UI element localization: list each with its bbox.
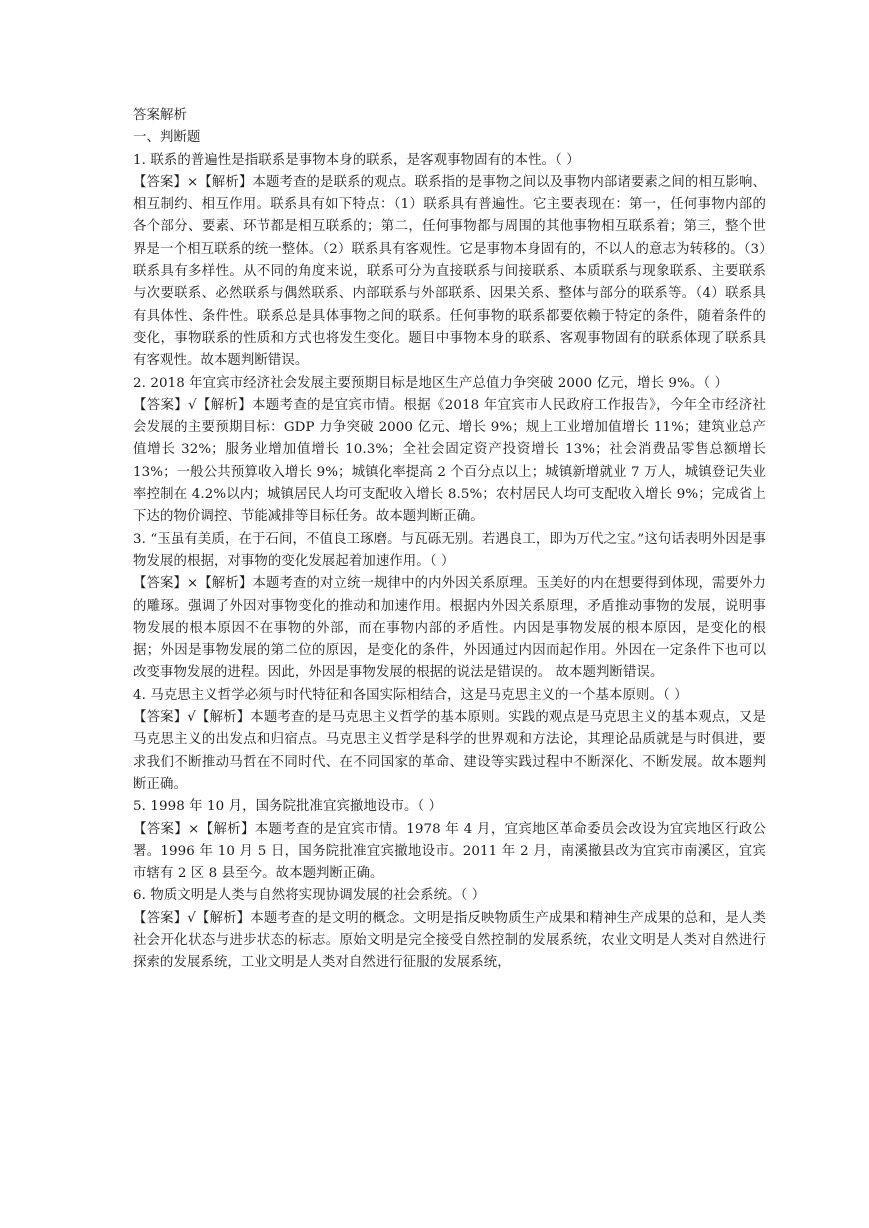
section-heading: 一、判断题 <box>133 130 201 146</box>
question-5: 5. 1998 年 10 月，国务院批准宜宾撤地设市。（ ） <box>133 799 443 815</box>
question-3: 3. “玉虽有美质，在于石间，不值良工琢磨。与瓦砾无别。若遇良工，即为万代之宝。”这句话表明外因是事物发展的根据，对事物的变化发展起着加速作用。（ ） <box>133 531 766 569</box>
question-1: 1. 联系的普遍性是指联系是事物本身的联系，是客观事物固有的本性。（ ） <box>133 152 580 168</box>
answer-document <box>133 105 766 975</box>
answer-4: 【答案】√【解析】本题考查的是马克思主义哲学的基本原则。实践的观点是马克思主义的基本观点，又是马克思主义的出发点和归宿点。马克思主义哲学是科学的世界观和方法论，其理论品质就是与时俱进，要求我们不断推动马哲在不同时代、在不同国家的革命、建设等实践过程中不断深化、不断发展。故本题判断正确。 <box>133 710 766 792</box>
answer-6: 【答案】√【解析】本题考查的是文明的概念。文明是指反映物质生产成果和精神生产成果的总和，是人类社会开化状态与进步状态的标志。原始文明是完全接受自然控制的发展系统，农业文明是人类对自然进行探索的发展系统，工业文明是人类对自然进行征服的发展系统， <box>133 910 766 971</box>
answer-3: 【答案】×【解析】本题考查的对立统一规律中的内外因关系原理。玉美好的内在想要得到体现，需要外力的雕琢。强调了外因对事物变化的推动和加速作用。根据内外因关系原理，矛盾推动事物的发展，说明事物发展的根本原因不在事物的外部，而在事物内部的矛盾性。内因是事物发展的根本原因，是变化的根据；外因是事物发展的第二位的原因，是变化的条件，外因通过内因而起作用。外因在一定条件下也可以改变事物发展的进程。因此，外因是事物发展的根据的说法是错误的。 故本题判断错误。 <box>133 576 766 681</box>
answer-2: 【答案】√【解析】本题考查的是宜宾市情。根据《2018 年宜宾市人民政府工作报告》，今年全市经济社会发展的主要预期目标：GDP 力争突破 2000 亿元、增长 9%；规上工业增加值增长 11%；建筑业总产值增长 32%；服务业增加值增长 10.3%；全社会固定资产投资增长 13%；社会消费品零售总额增长 13%；一般公共预算收入增长 9%；城镇化率提高 2 个百分点以上；城镇新增就业 7 万人，城镇登记失业率控制在 4.2%以内；城镇居民人均可支配收入增长 8.5%；农村居民人均可支配收入增长 9%；完成省上下达的物价调控、节能减排等目标任务。故本题判断正确。 <box>133 397 766 525</box>
question-6: 6. 物质文明是人类与自然将实现协调发展的社会系统。（ ） <box>133 888 486 904</box>
document-title: 答案解析 <box>133 108 187 123</box>
question-2: 2. 2018 年宜宾市经济社会发展主要预期目标是地区生产总值力争突破 2000 亿元，增长 9%。（ ） <box>133 375 728 391</box>
question-4: 4. 马克思主义哲学必须与时代特征和各国实际相结合，这是马克思主义的一个基本原则。（ ） <box>133 687 688 703</box>
answer-1: 【答案】×【解析】本题考查的是联系的观点。联系指的是事物之间以及事物内部诸要素之间的相互影响、相互制约、相互作用。联系具有如下特点：（1）联系具有普遍性。它主要表现在：第一，任何事物内部的各个部分、要素、环节都是相互联系的；第二，任何事物都与周围的其他事物相互联系着；第三，整个世界是一个相互联系的统一整体。（2）联系具有客观性。它是事物本身固有的，不以人的意志为转移的。（3）联系具有多样性。从不同的角度来说，联系可分为直接联系与间接联系、本质联系与现象联系、主要联系与次要联系、必然联系与偶然联系、内部联系与外部联系、因果关系、整体与部分的联系等。（4）联系具有具体性、条件性。联系总是具体事物之间的联系。任何事物的联系都要依赖于特定的条件，随着条件的变化，事物联系的性质和方式也将发生变化。题目中事物本身的联系、客观事物固有的联系体现了联系具有客观性。故本题判断错误。 <box>133 174 766 369</box>
answer-5: 【答案】×【解析】本题考查的是宜宾市情。1978 年 4 月，宜宾地区革命委员会改设为宜宾地区行政公署。1996 年 10 月 5 日，国务院批准宜宾撤地设市。2011 年 2 月，南溪撤县改为宜宾市南溪区，宜宾市辖有 2 区 8 县至今。故本题判断正确。 <box>133 821 766 882</box>
